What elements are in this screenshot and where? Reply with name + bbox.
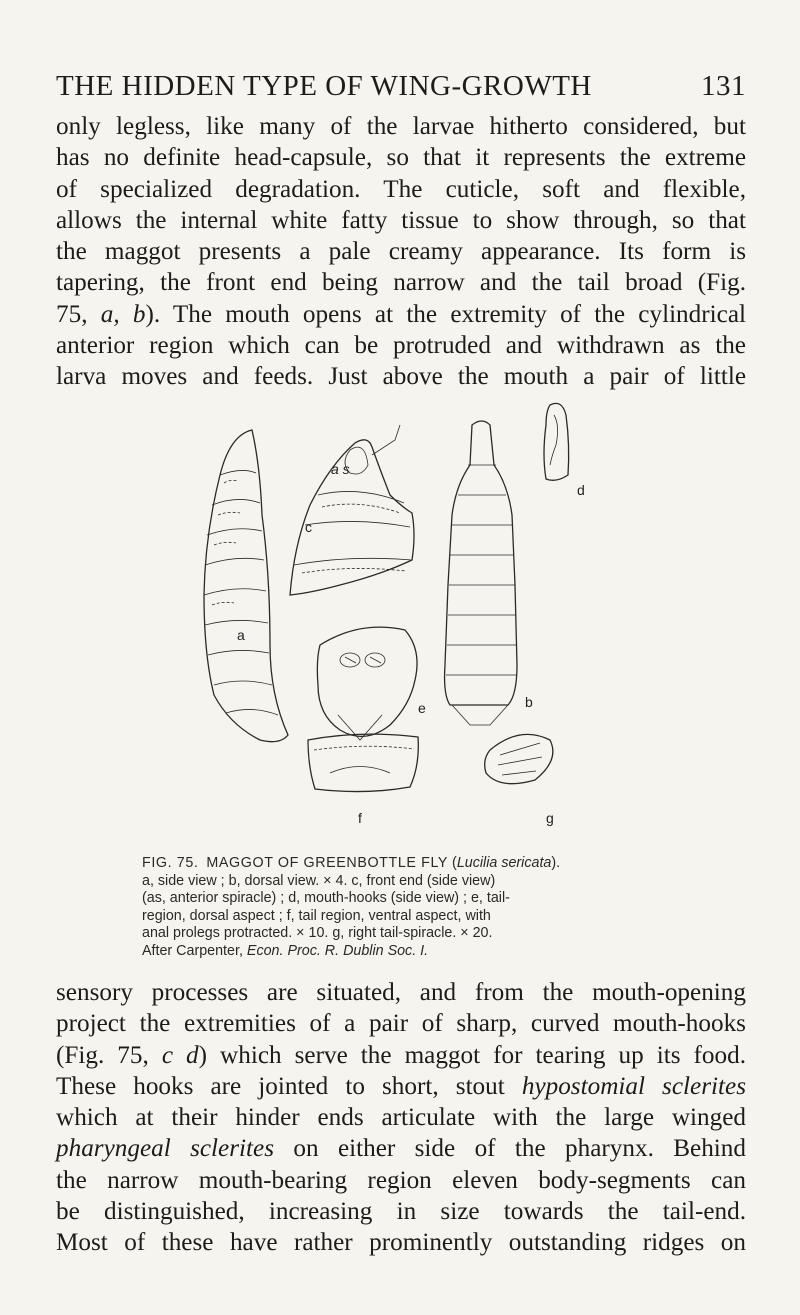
page-number: 131 [701, 70, 746, 102]
fig-ref-a: a, [100, 300, 120, 328]
caption-line: (as, anterior spiracle) ; d, mouth-hooks (side view) ; e, tail- [142, 890, 510, 907]
text-line: anterior region which can be protruded and withdrawn as the [56, 332, 746, 360]
tail-spiracle [485, 734, 553, 783]
label-d: d [577, 482, 585, 498]
caption-citation: Econ. Proc. R. Dublin Soc. I. [246, 942, 429, 959]
fig-ref-cd: c d [161, 1041, 199, 1069]
label-as: a s [331, 461, 350, 477]
caption-line [142, 943, 662, 961]
term-pharyngeal-sclerites: pharyngeal sclerites [56, 1135, 275, 1163]
text-line: the narrow mouth-bearing region eleven body-segments can [56, 1166, 746, 1194]
label-e: e [418, 700, 426, 716]
label-f: f [358, 810, 362, 826]
label-a: a [237, 627, 245, 643]
text-line: be distinguished, increasing in size towards the tail-end. [56, 1198, 746, 1226]
tail-region-dorsal [317, 627, 417, 740]
paragraph-bottom [56, 977, 746, 1259]
text-line: the maggot presents a pale creamy appearance. Its form is [56, 238, 746, 266]
text-line: project the extremities of a pair of sharp, curved mouth-hooks [56, 1010, 746, 1038]
caption-line: region, dorsal aspect ; f, tail region, ventral aspect, with [142, 907, 491, 924]
text-fragment: These hooks are jointed to short, stout [56, 1072, 505, 1100]
figure-label: FIG. 75. [142, 855, 199, 871]
text-line: which at their hinder ends articulate with the large winged [56, 1104, 746, 1132]
text-fragment: ) which serve the maggot for tearing up its food. [198, 1041, 746, 1069]
text-line: larva moves and feeds. Just above the mouth a pair of little [56, 363, 746, 391]
text-line [56, 1133, 746, 1164]
text-line [56, 1040, 746, 1071]
caption-line: a, side view ; b, dorsal view. × 4. c, front end (side view) [142, 872, 496, 889]
label-c: c [305, 519, 312, 535]
caption-title: MAGGOT OF GREENBOTTLE FLY [206, 855, 449, 871]
fig-ref-number: 75, [56, 300, 88, 328]
text-line: 75, a, b). The mouth opens at the extremity of the cylindrical [56, 300, 746, 328]
text-line: of specialized degradation. The cuticle, soft and flexible, [56, 175, 746, 203]
text-line: sensory processes are situated, and from the mouth-opening [56, 979, 746, 1006]
text-line: allows the internal white fatty tissue to show through, so that [56, 206, 746, 234]
text-line: has no definite head-capsule, so that it represents the extreme [56, 144, 746, 172]
text-fragment: The mouth opens at the extremity of the cylindrical [172, 300, 746, 328]
text-line: Most of these have rather prominently outstanding ridges on [56, 1229, 746, 1257]
species-name: Lucilia sericata [456, 855, 552, 871]
text-line [56, 1071, 746, 1102]
paragraph-top [56, 111, 746, 393]
tail-region-ventral [308, 734, 418, 791]
running-header [56, 70, 746, 103]
maggot-drawing [190, 395, 620, 850]
running-title: THE HIDDEN TYPE OF WING-GROWTH [56, 70, 592, 102]
side-view-larva [204, 430, 288, 742]
caption-title-line: FIG. 75. MAGGOT OF GREENBOTTLE FLY (Lucilia sericata). [142, 855, 561, 871]
mouth-hooks-side-view [544, 403, 569, 480]
fig-ref-b: b [132, 300, 146, 328]
dorsal-view-larva [445, 421, 517, 725]
figure-75-illustration [190, 395, 620, 850]
caption-line: anal prolegs protracted. × 10. g, right tail-spiracle. × 20. [142, 925, 493, 942]
label-g: g [546, 810, 554, 826]
text-line: only legless, like many of the larvae hitherto considered, but [56, 113, 746, 140]
front-end-side-view [290, 425, 414, 595]
caption-source: After Carpenter, [142, 942, 243, 959]
label-b: b [525, 694, 533, 710]
text-fragment: on either side of the pharynx. Behind [293, 1135, 746, 1163]
text-fragment: (Fig. 75, [56, 1041, 149, 1069]
text-line: tapering, the front end being narrow and the tail broad (Fig. [56, 269, 746, 297]
figure-caption [142, 855, 662, 961]
term-hypostomial-sclerites: hypostomial sclerites [521, 1072, 746, 1100]
